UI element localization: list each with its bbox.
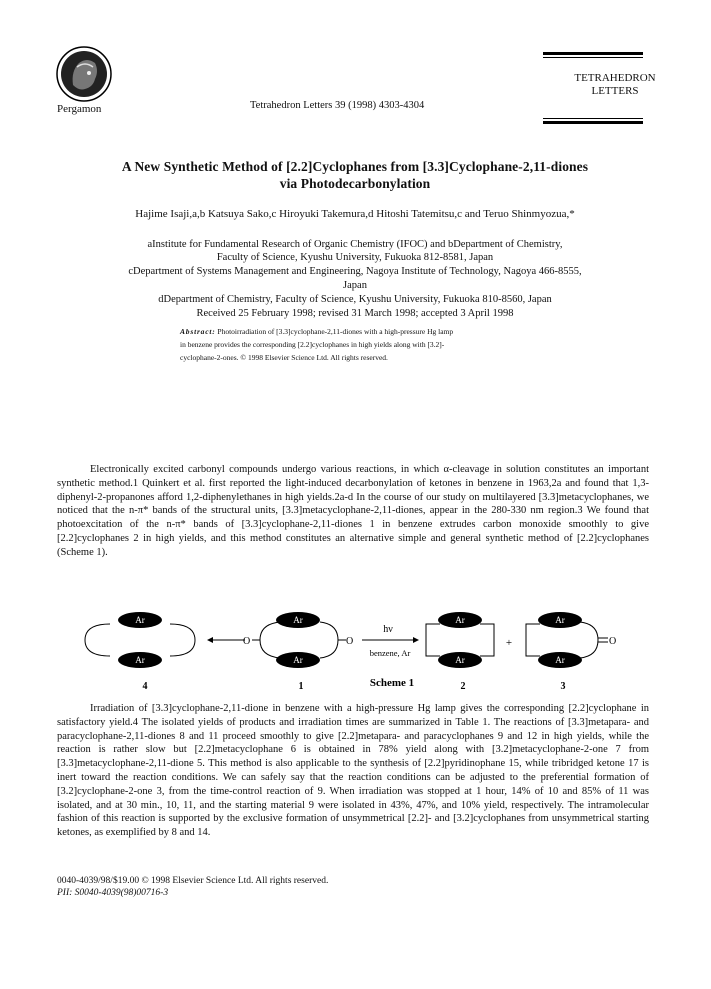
pergamon-logo xyxy=(55,45,113,103)
hv-label: hν xyxy=(383,624,393,635)
pii-line: PII: S0040-4039(98)00716-3 xyxy=(57,888,169,898)
title-line2: via Photodecarbonylation xyxy=(279,176,431,191)
compound-4 xyxy=(85,612,195,668)
affiliation-4: Japan xyxy=(343,280,367,291)
abstract-line3: cyclophane-2-ones. © 1998 Elsevier Science Ltd. All rights reserved. xyxy=(180,353,388,362)
header-rule-bottom xyxy=(543,121,643,124)
svg-text:Ar: Ar xyxy=(293,615,303,625)
scheme-1-figure xyxy=(80,606,640,692)
svg-text:O: O xyxy=(609,636,617,647)
header-rule-top xyxy=(543,52,643,55)
svg-text:Ar: Ar xyxy=(555,655,565,665)
compound-number-2: 2 xyxy=(460,681,466,692)
journal-name-line1: TETRAHEDRON xyxy=(574,72,656,84)
received-dates: Received 25 February 1998; revised 31 March 1998; accepted 3 April 1998 xyxy=(196,308,514,319)
title-line1: A New Synthetic Method of [2.2]Cyclophanes from [3.3]Cyclophane-2,11-diones xyxy=(121,159,589,174)
affiliation-3: cDepartment of Systems Management and Engineering, Nagoya Institute of Technology, Nagoya 466-8555, xyxy=(128,266,582,277)
affiliation-2: Faculty of Science, Kyushu University, Fukuoka 812-8581, Japan xyxy=(216,252,494,263)
svg-text:Ar: Ar xyxy=(455,615,465,625)
author-list: Hajime Isaji,a,b Katsuya Sako,c Hiroyuki Takemura,d Hitoshi Tatemitsu,c and Teruo Shinmyozua,* xyxy=(135,208,575,220)
compound-1 xyxy=(243,612,353,668)
copyright-line: 0040-4039/98/$19.00 © 1998 Elsevier Science Ltd. All rights reserved. xyxy=(57,876,329,886)
affiliation-5: dDepartment of Chemistry, Faculty of Science, Kyushu University, Fukuoka 810-8560, Japan xyxy=(158,294,552,305)
paragraph-intro: Electronically excited carbonyl compounds undergo various reactions, in which α-cleavage in solution constitutes an important synthetic method.1 Quinkert et al. first reported the light-induced decarbonylation of ketones in benzene in 1963,2a and found that 1,3-diphenyl-2-propanones afford 1,2-diphenylethanes in high yields.2a-d In the course of our study on multilayered [3.3]metacyclophanes, we noticed that the n-π* bands of the structural units, [3.3]metacyclophane-2,11-diones, appear in the 280-330 nm region.3 We found that photoexcitation of the n-π* bands of [3.3]cyclophane-2,11-diones 1 in benzene extrudes carbon monoxide smoothly to give [2.2]cyclophanes 2 in high yields, and this method constitutes an alternative simple and general synthetic method of [2.2]cyclophanes (Scheme 1). xyxy=(57,464,649,558)
compound-2 xyxy=(426,612,494,668)
article-title xyxy=(60,158,650,192)
header-rule-top-thin xyxy=(543,57,643,58)
journal-name-line2: LETTERS xyxy=(591,85,639,97)
journal-reference: Tetrahedron Letters 39 (1998) 4303-4304 xyxy=(250,100,425,111)
affiliation-1: aInstitute for Fundamental Research of Organic Chemistry (IFOC) and bDepartment of Chemistry, xyxy=(147,239,563,250)
paragraph-results: Irradiation of [3.3]cyclophane-2,11-dione in benzene with a high-pressure Hg lamp gives the corresponding [2.2]cyclophane in satisfactory yield.4 The isolated yields of products and irradiation times are summarized in Table 1. The reactions of [3.3]metapara- and paracyclophane-2,11-diones 8 and 11 proceed smoothly to give [2.2]metapara- and paracyclophanes 9 and 12 in high yields, while the reaction is rather slow but [2.2]metacyclophane 6 is obtained in 78% yield along with [3.2]metacyclophane-2-one 7 from [3.3]metacyclophane-2,11-dione 5. This method is also applicable to the synthesis of [2.2]pyridinophane 15, while tribridged ketone 17 is inert toward the reaction conditions. We can safely say that the reaction conditions can be adjusted to the preferential formation of [3.2]cyclophane-2-one 3, from the time-control reaction of 9. When irradiation was stopped at 1 hour, 14% of 10 and 85% of 11 was isolated, and at 30 min., 10, 11, and the starting material 9 were isolated in 43%, 47%, and 10% yield, respectively. The intramolecular fashion of this reaction is supported by the exclusive formation of unsymmetrical [2.2]- and [3.2]cyclophanes from unsymmetrical starting ketones, as exemplified by 8 and 14. xyxy=(57,703,649,839)
compound-3 xyxy=(526,612,616,668)
scheme-label: Scheme 1 xyxy=(369,677,415,689)
header-rule-bottom-thin xyxy=(543,118,643,119)
svg-text:Ar: Ar xyxy=(293,655,303,665)
compound-number-3: 3 xyxy=(560,681,566,692)
abstract-line2: in benzene provides the corresponding [2.2]cyclophanes in high yields along with [3.2]- xyxy=(180,340,445,349)
svg-text:Ar: Ar xyxy=(455,655,465,665)
svg-text:Ar: Ar xyxy=(555,615,565,625)
compound-number-4: 4 xyxy=(142,681,148,692)
journal-name xyxy=(560,72,670,98)
plus-sign: + xyxy=(505,637,513,649)
footer xyxy=(57,875,328,899)
abstract-line1: Photoirradiation of [3.3]cyclophane-2,11-diones with a high-pressure Hg lamp xyxy=(217,327,454,336)
abstract xyxy=(180,325,550,364)
ar-label: Ar xyxy=(135,615,145,625)
ar-label: Ar xyxy=(135,655,145,665)
oxygen-right: O xyxy=(346,636,354,647)
conditions-label: benzene, Ar xyxy=(369,648,411,658)
abstract-label: Abstract: xyxy=(180,327,216,336)
compound-number-1: 1 xyxy=(298,681,304,692)
oxygen-left: O xyxy=(243,636,251,647)
publisher-name: Pergamon xyxy=(57,103,102,115)
